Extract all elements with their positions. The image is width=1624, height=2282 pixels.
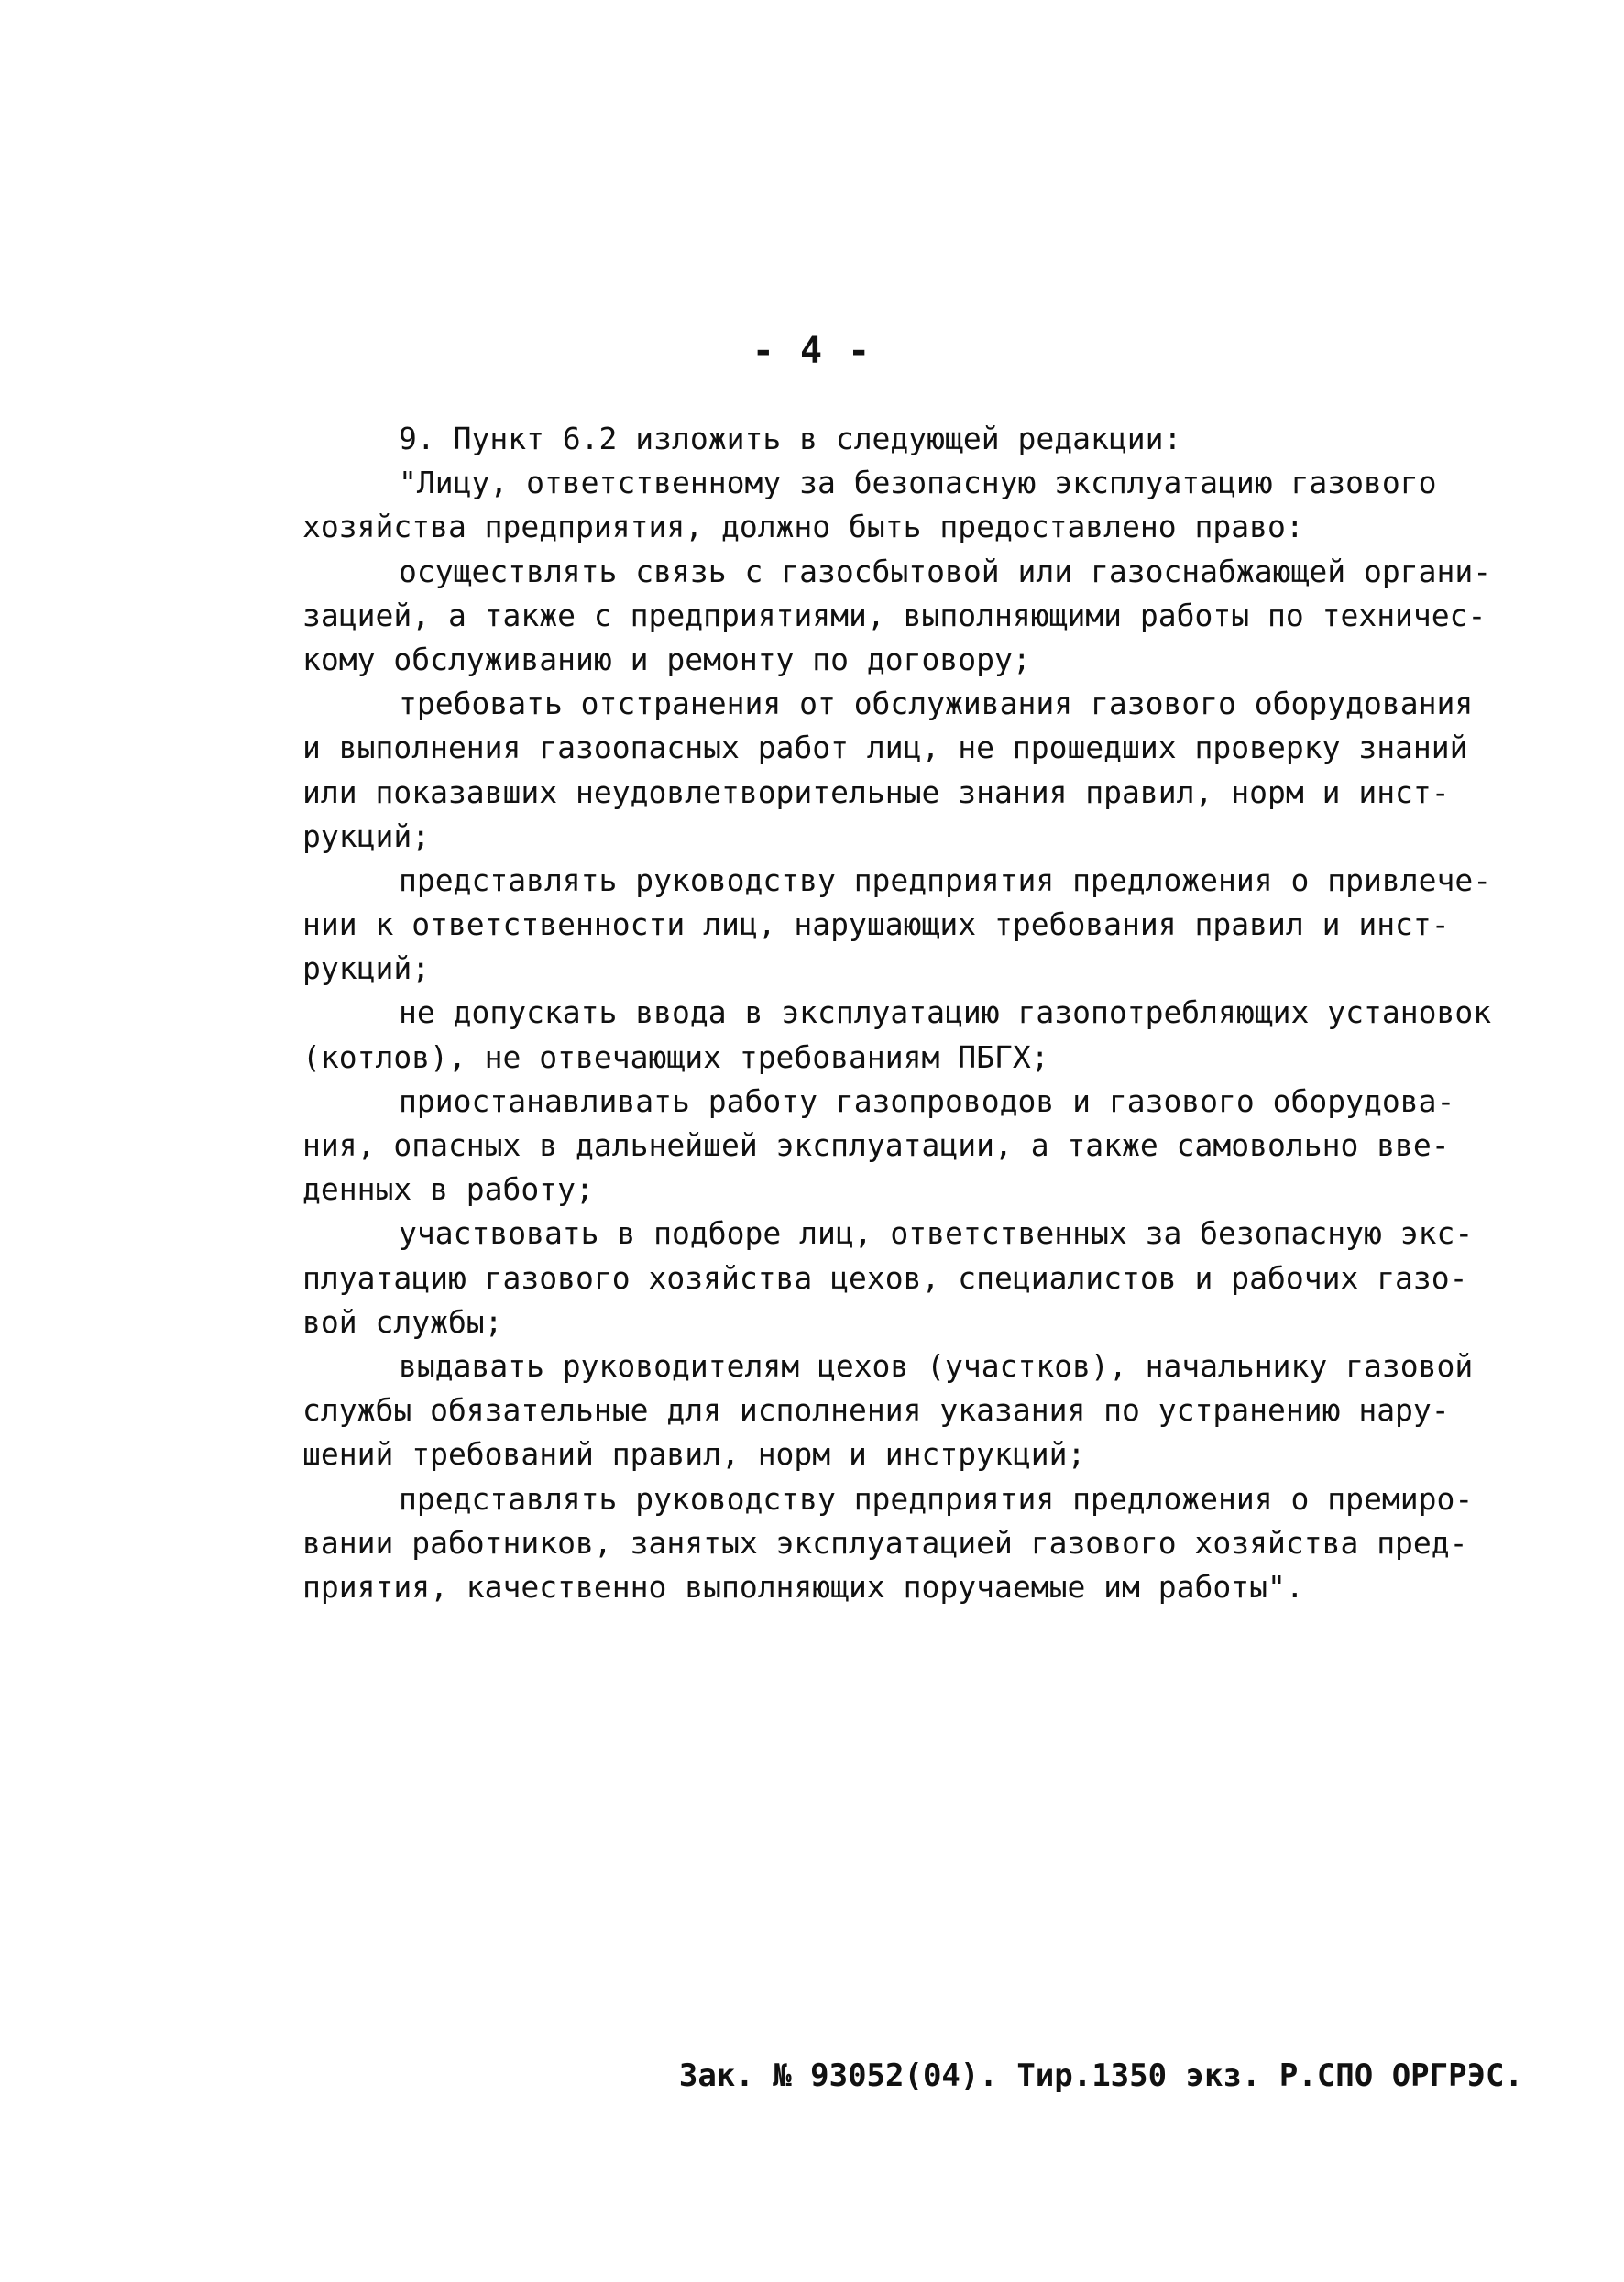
text-line: и выполнения газоопасных работ лиц, не прошедших проверку знаний — [302, 730, 1468, 766]
text-line: кому обслуживанию и ремонту по договору; — [302, 641, 1031, 677]
page-number: - 4 - — [752, 330, 872, 372]
text-line: требовать отстранения от обслуживания газового оборудования — [399, 686, 1474, 722]
text-line: рукций; — [302, 817, 431, 854]
text-line: вании работников, занятых эксплуатацией газового хозяйства пред- — [302, 1524, 1468, 1561]
body-text — [302, 417, 1531, 1609]
text-line: зацией, а также с предприятиями, выполняющими работы по техничес- — [302, 597, 1487, 633]
text-line: денных в работу; — [302, 1171, 594, 1208]
text-line: шений требований правил, норм и инструкций; — [302, 1436, 1086, 1473]
text-line: приостанавливать работу газопроводов и газового оборудова- — [399, 1082, 1455, 1119]
text-line: рукций; — [302, 950, 431, 987]
text-line: ния, опасных в дальнейшей эксплуатации, а также самовольно вве- — [302, 1127, 1450, 1163]
text-line: выдавать руководителям цехов (участков), начальнику газовой — [399, 1347, 1474, 1384]
text-line: приятия, качественно выполняющих поручаемые им работы". — [302, 1568, 1304, 1605]
text-line: 9. Пункт 6.2 изложить в следующей редакции: — [399, 421, 1182, 456]
print-order-footer: Зак. № 93052(04). Тир.1350 экз. Р.СПО ОРГРЭС. — [678, 2057, 1523, 2094]
text-line: вой службы; — [302, 1303, 503, 1340]
text-line: "Лицу, ответственному за безопасную эксплуатацию газового — [399, 465, 1437, 501]
text-line: или показавших неудовлетворительные знания правил, норм и инст- — [302, 773, 1450, 810]
text-line: хозяйства предприятия, должно быть предоставлено право: — [302, 509, 1304, 545]
text-line: представлять руководству предприятия предложения о премиро- — [399, 1480, 1474, 1517]
text-line: участвовать в подборе лиц, ответственных за безопасную экс- — [399, 1215, 1474, 1252]
text-line: нии к ответственности лиц, нарушающих требования правил и инст- — [302, 906, 1450, 943]
text-line: осуществлять связь с газосбытовой или газоснабжающей органи- — [399, 553, 1492, 589]
text-line: представлять руководству предприятия предложения о привлече- — [399, 861, 1492, 898]
text-line: не допускать ввода в эксплуатацию газопотребляющих установок — [399, 994, 1492, 1031]
text-line: плуатацию газового хозяйства цехов, специалистов и рабочих газо- — [302, 1259, 1468, 1296]
text-line: службы обязательные для исполнения указания по устранению нару- — [302, 1392, 1450, 1429]
text-line: (котлов), не отвечающих требованиям ПБГХ; — [302, 1038, 1049, 1075]
